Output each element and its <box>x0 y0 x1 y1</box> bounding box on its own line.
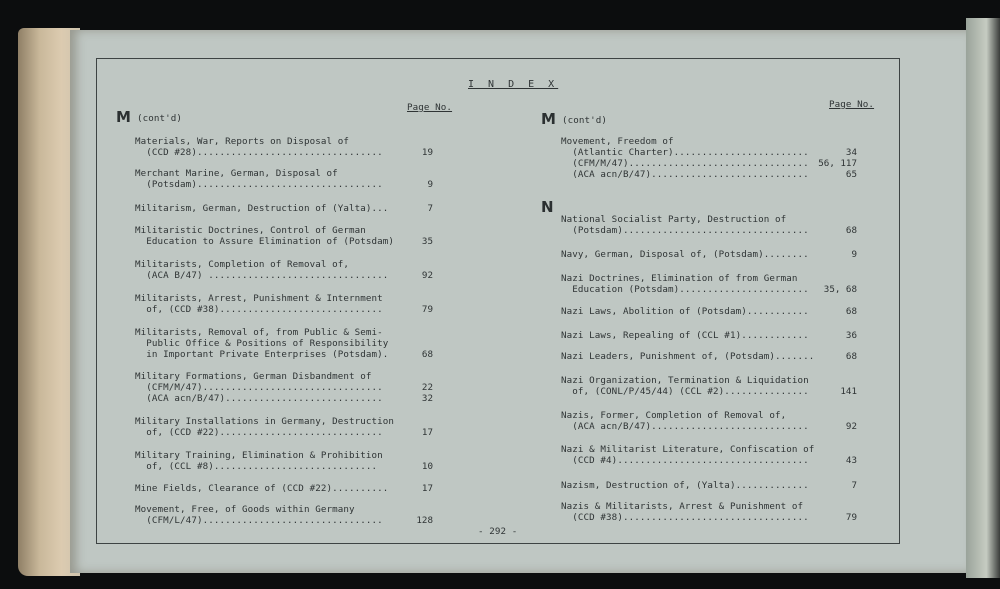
index-page-number: 32 <box>421 393 433 404</box>
index-page-number: 68 <box>845 306 857 317</box>
index-title: I N D E X <box>468 79 559 90</box>
index-page-number: 92 <box>845 421 857 432</box>
index-entry-line: Nazi Organization, Termination & Liquidation <box>561 375 809 386</box>
index-page-number: 65 <box>845 169 857 180</box>
index-entry-line: Militarists, Removal of, from Public & Semi- <box>135 327 383 338</box>
index-entry-line: Nazis & Militarists, Arrest & Punishment of <box>561 501 804 512</box>
index-entry-line: Nazism, Destruction of, (Yalta)............. <box>561 480 809 491</box>
index-page-number: 35 <box>421 236 433 247</box>
index-entry-line: National Socialist Party, Destruction of <box>561 214 787 225</box>
contd-label-left: (cont'd) <box>137 113 183 124</box>
index-entry-line: of, (CCD #38)............................. <box>135 304 383 315</box>
index-page-number: 7 <box>851 480 857 491</box>
page-no-header-left: Page No. <box>407 102 453 113</box>
index-entry-line: Militarists, Arrest, Punishment & Internment <box>135 293 383 304</box>
index-entry-line: Movement, Free, of Goods within Germany <box>135 504 355 515</box>
index-entry-line: (ACA acn/B/47)............................ <box>135 393 383 404</box>
index-entry-line: (Atlantic Charter)........................ <box>561 147 809 158</box>
page-no-header-right: Page No. <box>829 99 875 110</box>
index-entry-line: Nazi Doctrines, Elimination of from German <box>561 273 798 284</box>
index-entry-line: Nazi Laws, Abolition of (Potsdam)........... <box>561 306 809 317</box>
index-page-number: 43 <box>845 455 857 466</box>
index-entry-line: Military Training, Elimination & Prohibition <box>135 450 383 461</box>
index-entry-line: Nazi & Militarist Literature, Confiscation of <box>561 444 815 455</box>
index-entry-line: (CFM/M/47)................................ <box>561 158 809 169</box>
index-page-number: 34 <box>845 147 857 158</box>
index-page-number: 36 <box>845 330 857 341</box>
index-entry-line: (ACA acn/B/47)............................ <box>561 169 809 180</box>
index-page-number: 10 <box>421 461 433 472</box>
index-page-number: 9 <box>427 179 433 190</box>
index-entry-line: Nazis, Former, Completion of Removal of, <box>561 410 787 421</box>
index-entry-line: of, (CCL #8)............................. <box>135 461 378 472</box>
index-entry-line: Militarism, German, Destruction of (Yalta)... <box>135 203 389 214</box>
book-right-edge <box>966 18 1000 578</box>
index-entry-line: (ACA acn/B/47)............................ <box>561 421 809 432</box>
index-page-number: 9 <box>851 249 857 260</box>
index-entry-line: (CCD #28)................................. <box>135 147 383 158</box>
page-number: - 292 - <box>478 526 518 537</box>
section-letter-m-left: M <box>116 108 131 126</box>
index-entry-line: (ACA B/47) ................................ <box>135 270 389 281</box>
index-entry-line: Education to Assure Elimination of (Potsdam) <box>135 236 395 247</box>
index-page-number: 68 <box>421 349 433 360</box>
index-entry-line: of, (CONL/P/45/44) (CCL #2)............... <box>561 386 809 397</box>
index-entry-line: Military Installations in Germany, Destruction <box>135 416 395 427</box>
index-entry-line: of, (CCD #22)............................. <box>135 427 383 438</box>
index-entry-line: (Potsdam)................................. <box>135 179 383 190</box>
index-page-number: 68 <box>845 225 857 236</box>
index-page-number: 22 <box>421 382 433 393</box>
index-entry-line: Militaristic Doctrines, Control of German <box>135 225 366 236</box>
index-page-number: 19 <box>421 147 433 158</box>
contd-label-right: (cont'd) <box>562 115 608 126</box>
index-entry-line: in Important Private Enterprises (Potsdam). <box>135 349 389 360</box>
index-page-number: 141 <box>840 386 857 397</box>
index-entry-line: Materials, War, Reports on Disposal of <box>135 136 349 147</box>
index-entry-line: Movement, Freedom of <box>561 136 674 147</box>
index-page-number: 79 <box>845 512 857 523</box>
index-entry-line: Navy, German, Disposal of, (Potsdam)........ <box>561 249 809 260</box>
index-page-number: 92 <box>421 270 433 281</box>
index-entry-line: Nazi Leaders, Punishment of, (Potsdam)....... <box>561 351 815 362</box>
index-entry-line: Military Formations, German Disbandment of <box>135 371 372 382</box>
index-page-number: 35, 68 <box>823 284 857 295</box>
index-entry-line: Education (Potsdam)....................... <box>561 284 809 295</box>
index-page-number: 17 <box>421 483 433 494</box>
index-entry-line: (CCD #38)................................. <box>561 512 809 523</box>
index-page-number: 68 <box>845 351 857 362</box>
index-page-number: 17 <box>421 427 433 438</box>
section-letter-n: N <box>541 198 554 216</box>
index-entry-line: (Potsdam)................................. <box>561 225 809 236</box>
index-page-number: 79 <box>421 304 433 315</box>
section-letter-m-right: M <box>541 110 556 128</box>
index-entry-line: (CCD #4).................................. <box>561 455 809 466</box>
index-entry-line: (CFM/M/47)................................ <box>135 382 383 393</box>
index-entry-line: (CFM/L/47)................................ <box>135 515 383 526</box>
index-page-number: 7 <box>427 203 433 214</box>
index-entry-line: Militarists, Completion of Removal of, <box>135 259 349 270</box>
index-entry-line: Mine Fields, Clearance of (CCD #22).......... <box>135 483 389 494</box>
index-page-number: 56, 117 <box>818 158 857 169</box>
index-entry-line: Nazi Laws, Repealing of (CCL #1)............ <box>561 330 809 341</box>
index-page-number: 128 <box>416 515 433 526</box>
index-entry-line: Public Office & Positions of Responsibility <box>135 338 389 349</box>
index-entry-line: Merchant Marine, German, Disposal of <box>135 168 338 179</box>
